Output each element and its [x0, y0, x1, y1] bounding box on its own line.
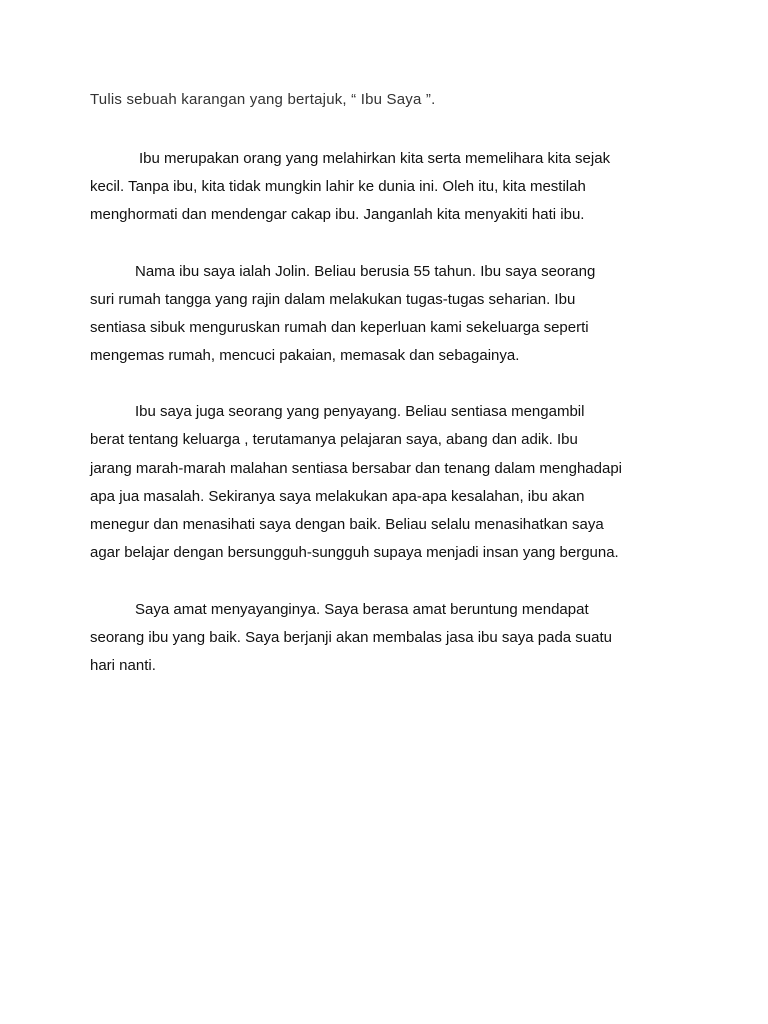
- paragraph-4-line-3: hari nanti.: [90, 657, 156, 674]
- paragraph-3-line-5: menegur dan menasihati saya dengan baik. Beliau selalu menasihatkan saya: [90, 516, 604, 533]
- paragraph-3-line-2: berat tentang keluarga , terutamanya pelajaran saya, abang dan adik. Ibu: [90, 431, 578, 448]
- paragraph-3-line-4: apa jua masalah. Sekiranya saya melakukan apa-apa kesalahan, ibu akan: [90, 488, 585, 505]
- paragraph-2-line-3: sentiasa sibuk menguruskan rumah dan keperluan kami sekeluarga seperti: [90, 319, 589, 336]
- paragraph-3-line-6: agar belajar dengan bersungguh-sungguh supaya menjadi insan yang berguna.: [90, 544, 619, 561]
- essay-prompt-heading: Tulis sebuah karangan yang bertajuk, “ Ibu Saya ”.: [90, 91, 436, 108]
- paragraph-2-line-4: mengemas rumah, mencuci pakaian, memasak dan sebagainya.: [90, 347, 520, 364]
- paragraph-3-line-3: jarang marah-marah malahan sentiasa bersabar dan tenang dalam menghadapi: [90, 460, 623, 477]
- paragraph-1-line-1: Ibu merupakan orang yang melahirkan kita serta memelihara kita sejak: [139, 150, 611, 167]
- paragraph-4-line-1: Saya amat menyayanginya. Saya berasa amat beruntung mendapat: [135, 601, 589, 618]
- paragraph-1-line-2: kecil. Tanpa ibu, kita tidak mungkin lahir ke dunia ini. Oleh itu, kita mestilah: [90, 178, 586, 195]
- paragraph-3-line-1: Ibu saya juga seorang yang penyayang. Beliau sentiasa mengambil: [135, 403, 585, 420]
- paragraph-1-line-3: menghormati dan mendengar cakap ibu. Janganlah kita menyakiti hati ibu.: [90, 206, 585, 223]
- paragraph-2-line-1: Nama ibu saya ialah Jolin. Beliau berusia 55 tahun. Ibu saya seorang: [135, 263, 596, 280]
- paragraph-4-line-2: seorang ibu yang baik. Saya berjanji akan membalas jasa ibu saya pada suatu: [90, 629, 612, 646]
- paragraph-2-line-2: suri rumah tangga yang rajin dalam melakukan tugas-tugas seharian. Ibu: [90, 291, 576, 308]
